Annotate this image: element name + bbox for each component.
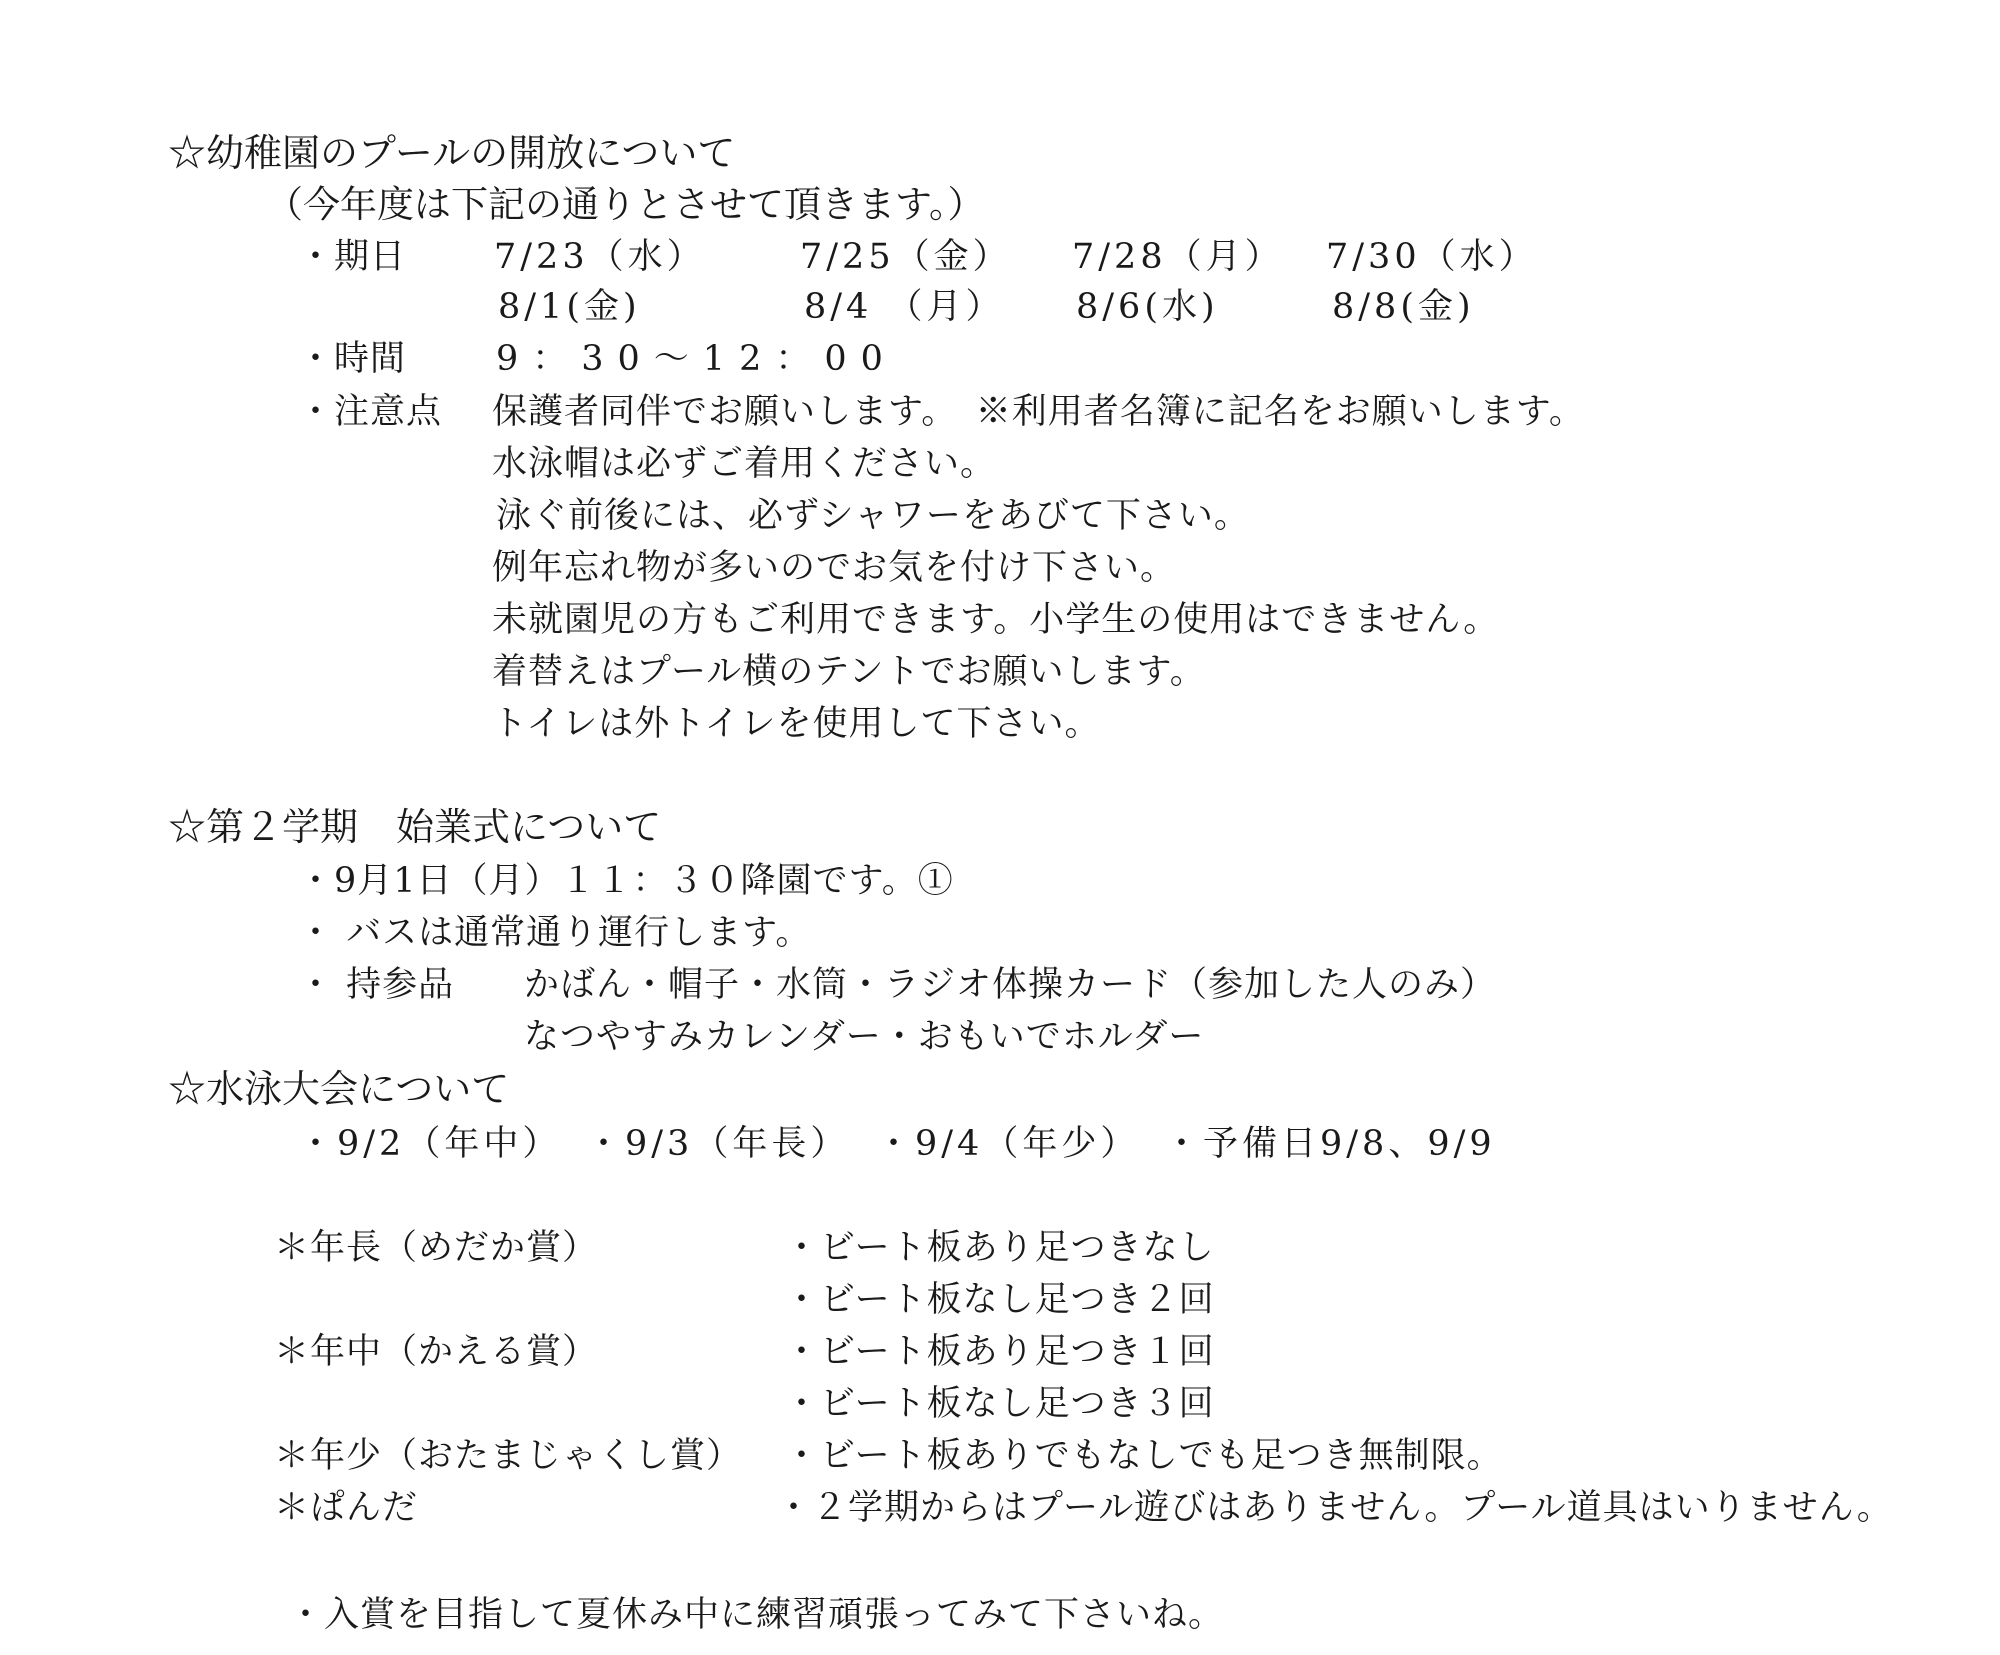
award-criteria: ・ビート板ありでもなしでも足つき無制限。 xyxy=(784,1436,1503,1476)
note-item: トイレは外トイレを使用して下さい。 xyxy=(492,704,1101,744)
term2-heading: ☆第２学期 始業式について xyxy=(168,805,662,849)
note-item: 泳ぐ前後には、必ずシャワーをあびて下さい。 xyxy=(496,496,1250,536)
note-item: 水泳帽は必ずご着用ください。 xyxy=(492,444,997,484)
award-criteria: ・ビート板なし足つき３回 xyxy=(784,1384,1215,1424)
award-class: ＊年長（めだか賞） xyxy=(274,1228,599,1268)
bring-line: なつやすみカレンダー・おもいでホルダー xyxy=(524,1017,1205,1057)
time-label: ・時間 xyxy=(298,339,407,379)
notes-label: ・注意点 xyxy=(298,392,443,432)
date-item: 7/30（水） xyxy=(1326,237,1538,277)
term2-item: ・9月1日（月）１１：３０降園です。① xyxy=(298,861,954,901)
award-class: ＊ぱんだ xyxy=(274,1488,419,1528)
date-item: 7/28（月） xyxy=(1072,237,1284,277)
date-item: 8/6(水) xyxy=(1076,287,1219,327)
award-class: ＊年中（かえる賞） xyxy=(274,1332,599,1372)
schedule-item: ・予備日9/8、9/9 xyxy=(1164,1124,1496,1164)
term2-item: ・ バスは通常通り運行します。 xyxy=(298,913,812,953)
award-criteria: ・ビート板あり足つきなし xyxy=(784,1228,1215,1268)
bring-label: ・ 持参品 xyxy=(298,965,455,1005)
award-criteria: ・ビート板あり足つき１回 xyxy=(784,1332,1215,1372)
note-item: 着替えはプール横のテントでお願いします。 xyxy=(492,652,1206,692)
closing-note: ・入賞を目指して夏休み中に練習頑張ってみて下さいね。 xyxy=(288,1595,1225,1635)
bring-line: かばん・帽子・水筒・ラジオ体操カード（参加した人のみ） xyxy=(524,965,1497,1005)
award-criteria: ・ビート板なし足つき２回 xyxy=(784,1280,1215,1320)
swim-meet-heading: ☆水泳大会について xyxy=(168,1067,510,1111)
schedule-item: ・9/4（年少） xyxy=(876,1124,1140,1164)
date-item: 8/4 （月） xyxy=(804,287,1005,327)
note-item: 保護者同伴でお願いします。 ※利用者名簿に記名をお願いします。 xyxy=(492,392,1585,432)
time-value: 9：30～12：00 xyxy=(496,339,897,379)
note-item: 未就園児の方もご利用できます。小学生の使用はできません。 xyxy=(492,600,1500,640)
dates-label: ・期日 xyxy=(298,237,407,277)
schedule-item: ・9/3（年長） xyxy=(586,1124,850,1164)
date-item: 7/25（金） xyxy=(800,237,1012,277)
schedule-item: ・9/2（年中） xyxy=(298,1124,562,1164)
pool-heading: ☆幼稚園のプールの開放について xyxy=(168,131,736,175)
award-class: ＊年少（おたまじゃくし賞） xyxy=(274,1436,743,1476)
date-item: 7/23（水） xyxy=(494,237,706,277)
award-criteria: ・２学期からはプール遊びはありません。プール道具はいりません。 xyxy=(776,1488,1893,1528)
pool-subheading: （今年度は下記の通りとさせて頂きます。） xyxy=(266,183,985,226)
date-item: 8/1(金) xyxy=(498,287,641,327)
note-item: 例年忘れ物が多いのでお気を付け下さい。 xyxy=(492,548,1177,588)
date-item: 8/8(金) xyxy=(1332,287,1475,327)
